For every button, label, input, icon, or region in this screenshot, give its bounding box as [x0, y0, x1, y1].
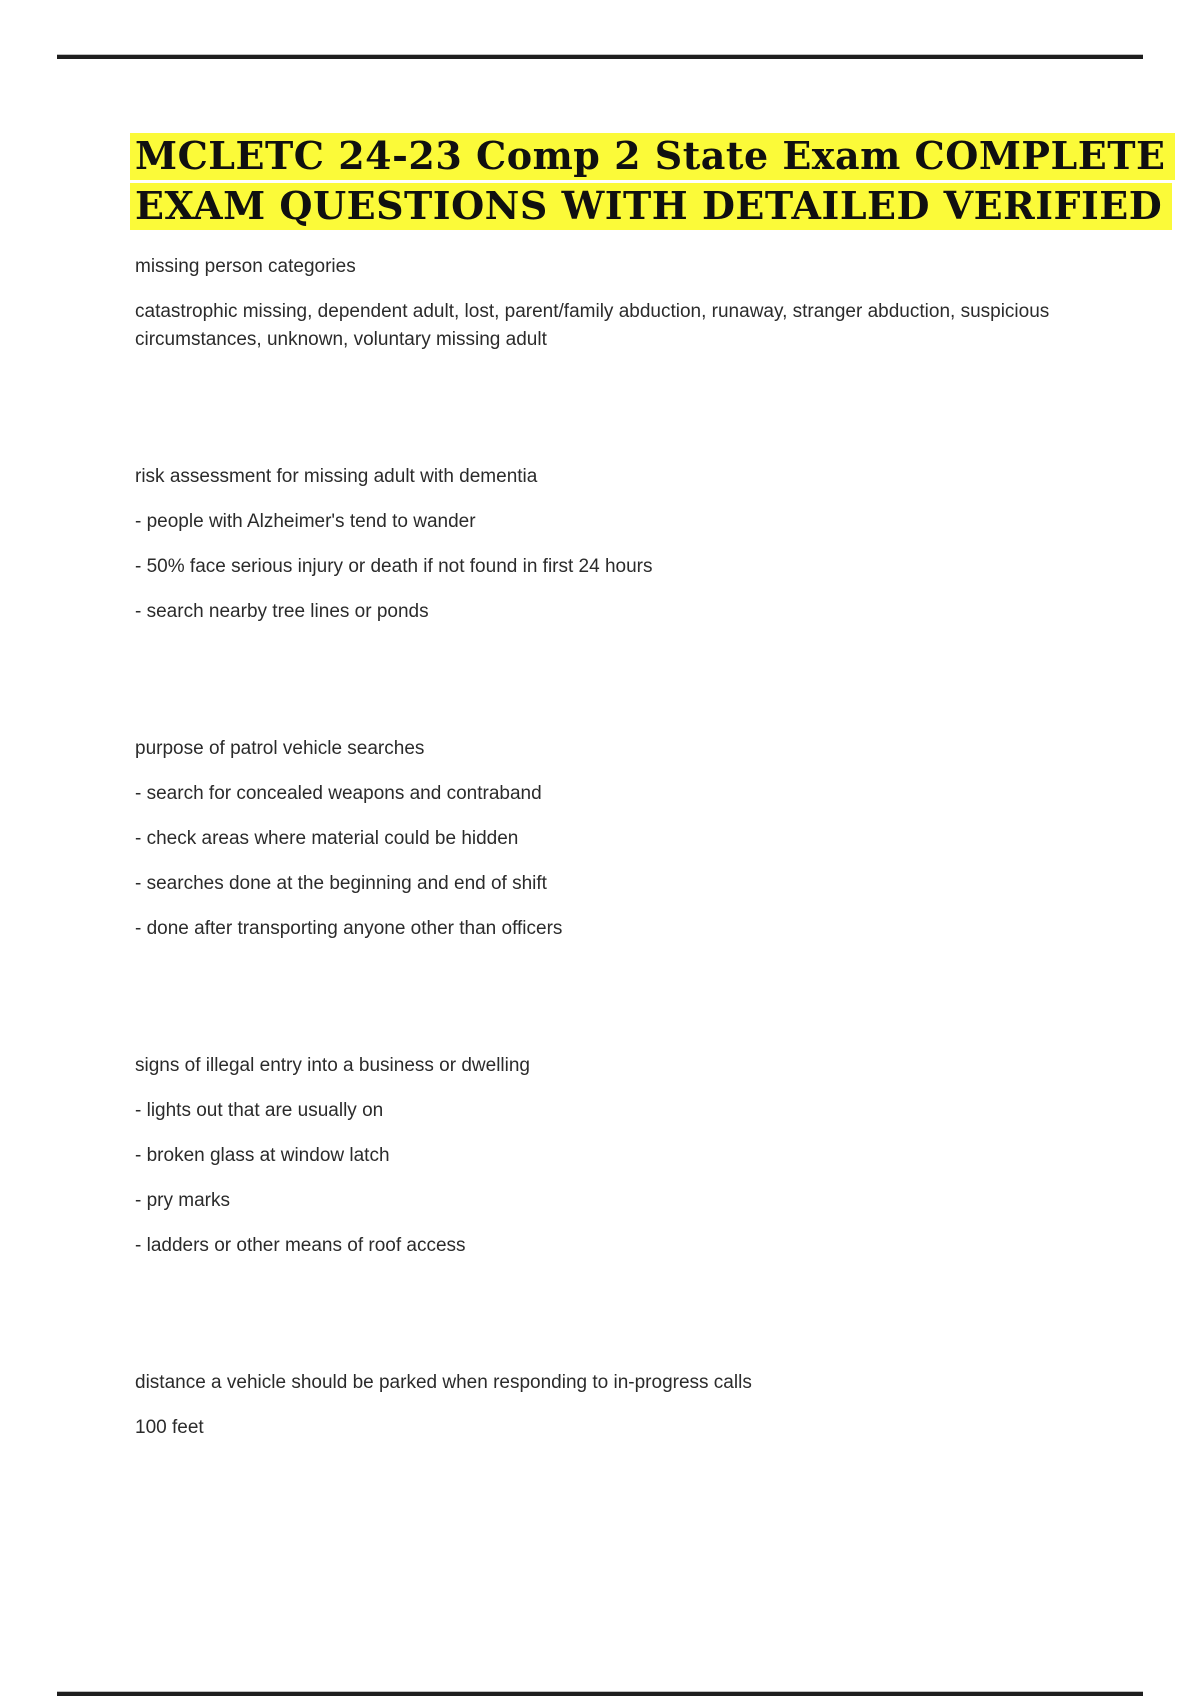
document-content	[135, 133, 1166, 1442]
document-title	[135, 133, 1166, 233]
title-line-2: EXAM QUESTIONS WITH DETAILED VERIFIED	[130, 183, 1172, 230]
qa-block-patrol-vehicle-searches	[135, 735, 1050, 943]
question-text: risk assessment for missing adult with dementia	[135, 466, 538, 487]
answer-text: - searches done at the beginning and end of shift	[135, 873, 547, 894]
qa-block-illegal-entry-signs	[135, 1052, 1050, 1260]
question-text: signs of illegal entry into a business or dwelling	[135, 1055, 530, 1076]
top-rule	[57, 55, 1143, 59]
answer-text: 100 feet	[135, 1417, 204, 1438]
question-text: purpose of patrol vehicle searches	[135, 738, 425, 759]
title-line-1: MCLETC 24-23 Comp 2 State Exam COMPLETE	[130, 133, 1175, 180]
qa-block-missing-person-categories	[135, 253, 1050, 354]
answer-text: - pry marks	[135, 1190, 230, 1211]
bottom-rule	[57, 1692, 1143, 1696]
answer-text: - search for concealed weapons and contraband	[135, 783, 542, 804]
answer-text: - ladders or other means of roof access	[135, 1235, 466, 1256]
answer-text: - check areas where material could be hidden	[135, 828, 519, 849]
answer-text: - broken glass at window latch	[135, 1145, 390, 1166]
answer-text: - done after transporting anyone other than officers	[135, 918, 563, 939]
question-text: distance a vehicle should be parked when responding to in-progress calls	[135, 1372, 752, 1393]
answer-text: catastrophic missing, dependent adult, lost, parent/family abduction, runaway, stranger abduction, suspicious circumstances, unknown, voluntary missing adult	[135, 301, 1050, 350]
answer-text: - people with Alzheimer's tend to wander	[135, 511, 476, 532]
answer-text: - search nearby tree lines or ponds	[135, 601, 429, 622]
qa-block-vehicle-parking-distance	[135, 1369, 1050, 1442]
question-text: missing person categories	[135, 256, 356, 277]
qa-block-risk-assessment-dementia	[135, 463, 1050, 626]
answer-text: - lights out that are usually on	[135, 1100, 384, 1121]
qa-list	[135, 253, 1050, 1442]
answer-text: - 50% face serious injury or death if not found in first 24 hours	[135, 556, 653, 577]
